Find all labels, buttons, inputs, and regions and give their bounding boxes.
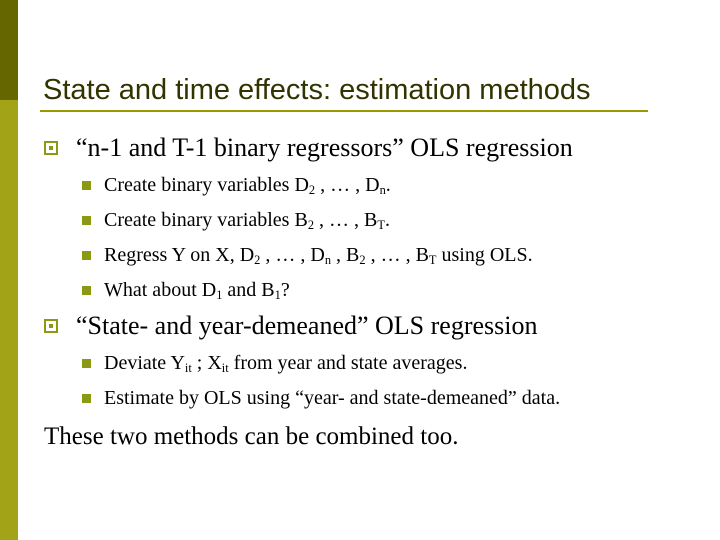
left-bar-dark-segment <box>0 0 18 100</box>
bullet-2-text: “State- and year-demeaned” OLS regression <box>76 311 538 340</box>
sub-bullet-icon <box>82 216 91 225</box>
square-bullet-icon <box>44 319 58 333</box>
sub-bullet-icon <box>82 359 91 368</box>
slide-title: State and time effects: estimation methods <box>43 74 591 106</box>
sub-bullet-icon <box>82 181 91 190</box>
sub-bullet-icon <box>82 394 91 403</box>
left-bar-light-segment <box>0 100 18 540</box>
sub-bullet-1-1: Create binary variables $D_2$ , … , $D_n$. <box>104 174 391 198</box>
sub-bullet-2-2: Estimate by OLS using “year- and state-demeaned” data. <box>104 387 561 409</box>
sub-bullet-icon <box>82 251 91 260</box>
sub-bullet-2-1: Deviate $Y_{it}$ ; $X_{it}$ from year and state averages. <box>104 352 468 376</box>
sub-bullet-1-3: Regress Y on X, $D_2$ , … , $D_n$ , $B_2$ , … , $B_T$ using OLS. <box>104 244 533 268</box>
sub-bullet-icon <box>82 286 91 295</box>
square-bullet-icon <box>44 141 58 155</box>
bullet-1-text: “n-1 and T-1 binary regressors” OLS regression <box>76 133 573 162</box>
closing-statement: These two methods can be combined too. <box>44 423 459 450</box>
title-underline <box>40 110 648 112</box>
sub-bullet-1-4: What about $D_1$ and $B_1$? <box>104 279 290 303</box>
sub-bullet-1-2: Create binary variables $B_2$ , … , $B_T$. <box>104 209 390 233</box>
left-accent-bar <box>0 0 18 540</box>
